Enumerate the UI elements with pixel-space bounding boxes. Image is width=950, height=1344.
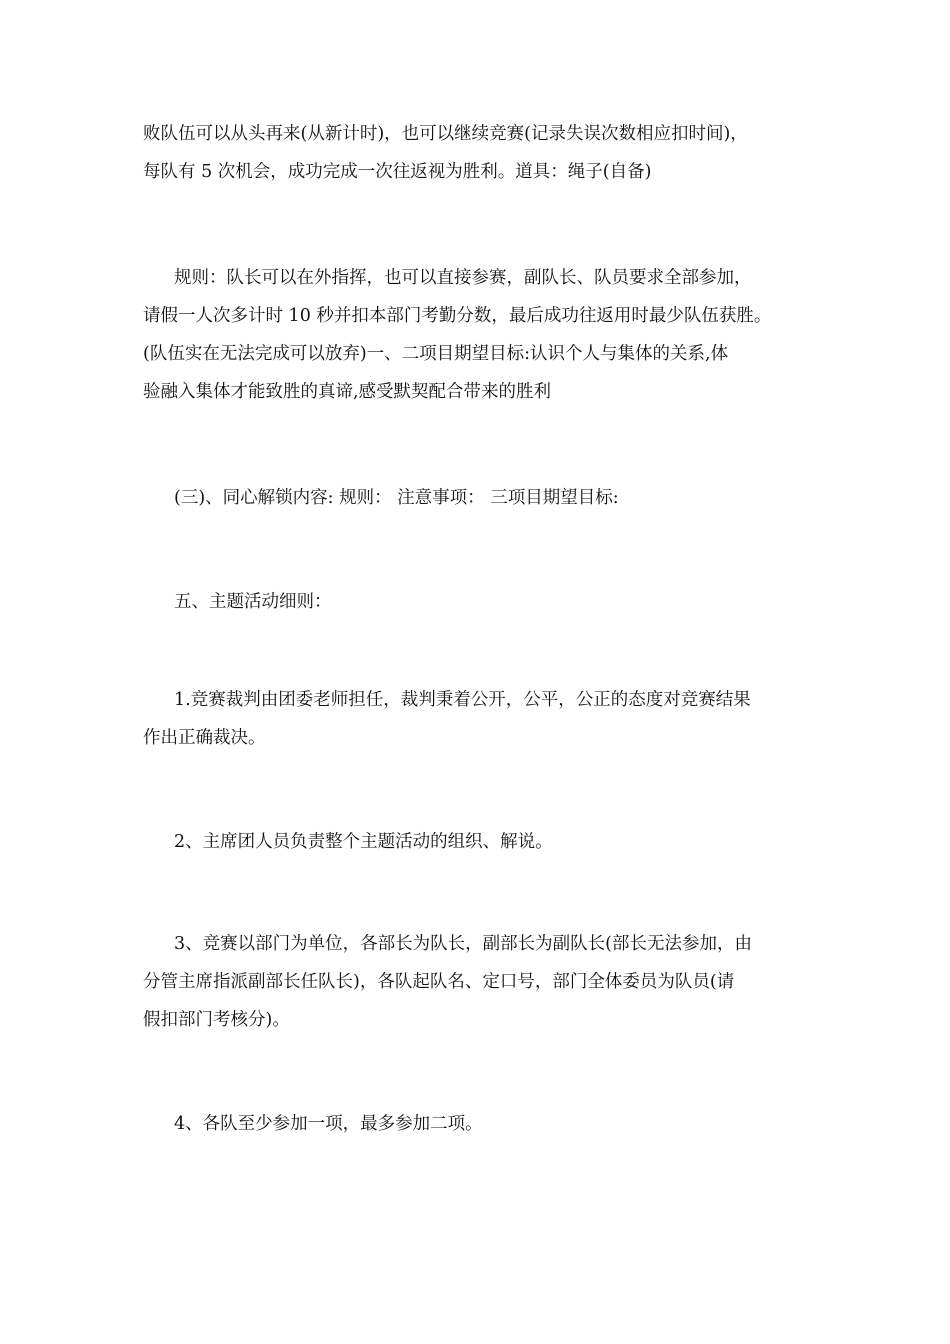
- rule-3-line-3: 假扣部门考核分)。: [143, 1010, 290, 1030]
- paragraph-2-line-2: 请假一人次多计时 10 秒并扣本部门考勤分数，最后成功往返用时最少队伍获胜。: [143, 306, 772, 326]
- rule-1-line-1: 1.竞赛裁判由团委老师担任，裁判秉着公开，公平，公正的态度对竞赛结果: [174, 690, 751, 710]
- rule-3-line-2: 分管主席指派副部长任队长)，各队起队名、定口号，部门全体委员为队员(请: [143, 972, 735, 992]
- rule-3-line-1: 3、竞赛以部门为单位，各部长为队长，副部长为副队长(部长无法参加，由: [174, 934, 752, 954]
- rule-1-line-2: 作出正确裁决。: [143, 728, 266, 748]
- paragraph-1-line-1: 败队伍可以从头再来(从新计时)，也可以继续竞赛(记录失误次数相应扣时间)，: [143, 124, 748, 144]
- paragraph-2-line-3: (队伍实在无法完成可以放弃)一、二项目期望目标:认识个人与集体的关系,体: [143, 344, 729, 364]
- rule-4-line-1: 4、各队至少参加一项，最多参加二项。: [174, 1114, 483, 1134]
- paragraph-2-line-1: 规则：队长可以在外指挥，也可以直接参赛，副队长、队员要求全部参加，: [174, 268, 752, 288]
- paragraph-1-line-2: 每队有 5 次机会，成功完成一次往返视为胜利。道具：绳子(自备): [143, 162, 652, 182]
- rule-2-line-1: 2、主席团人员负责整个主题活动的组织、解说。: [174, 832, 553, 852]
- section-heading-five: 五、主题活动细则：: [174, 592, 332, 612]
- paragraph-2-line-4: 验融入集体才能致胜的真谛,感受默契配合带来的胜利: [143, 382, 552, 402]
- paragraph-3-line-1: (三)、同心解锁内容: 规则： 注意事项： 三项目期望目标:: [174, 488, 619, 508]
